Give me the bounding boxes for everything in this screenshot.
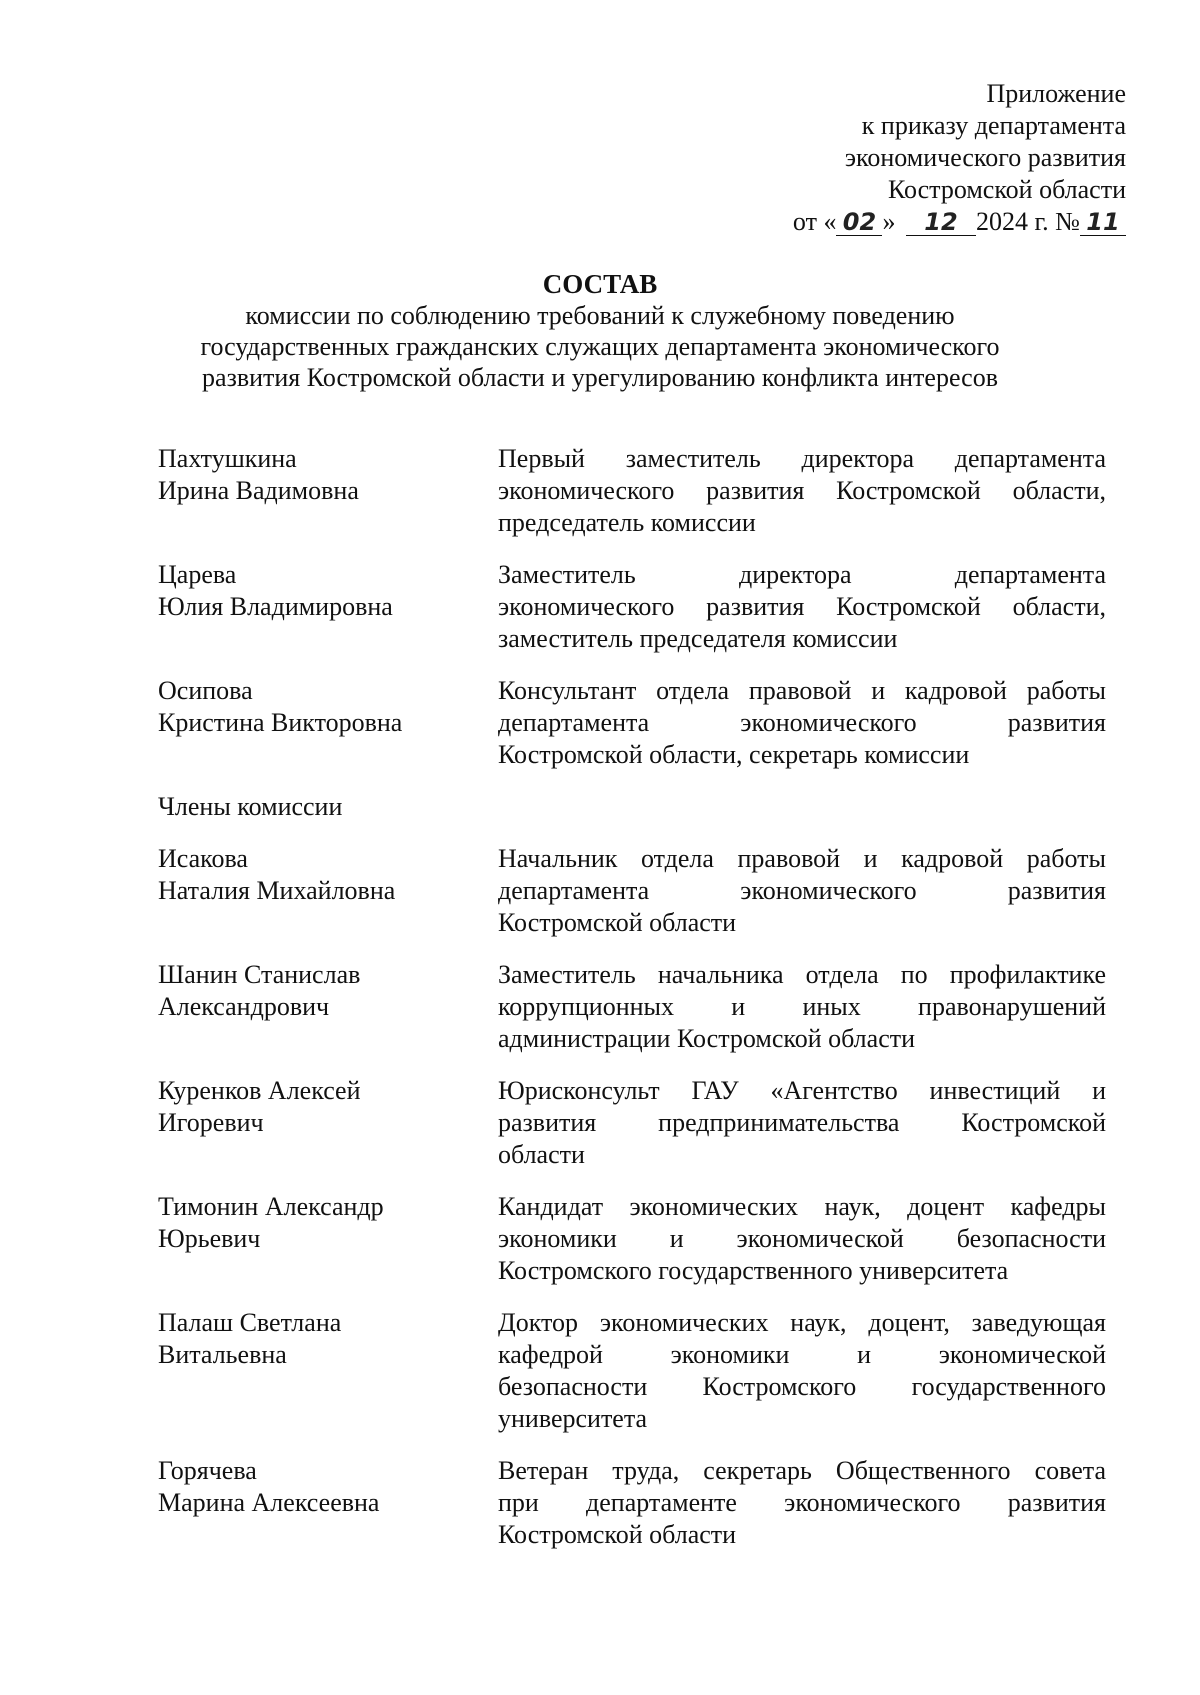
- member-name-line: Юрьевич: [158, 1224, 261, 1253]
- member-name-line: Палаш Светлана: [158, 1308, 342, 1337]
- member-role-line: председатель комиссии: [498, 508, 756, 537]
- member-name: [158, 1075, 498, 1171]
- member-role-line: области: [498, 1140, 585, 1169]
- member-name-line: Шанин Станислав: [158, 960, 361, 989]
- handwritten-month: 12: [906, 209, 976, 236]
- member-role-line: Первый заместитель директора департамента: [498, 444, 1106, 473]
- member-role-line: Доктор экономических наук, доцент, заведующая: [498, 1308, 1106, 1337]
- member-name-line: Куренков Алексей: [158, 1076, 361, 1105]
- member-role-line: администрации Костромской области: [498, 1024, 916, 1053]
- subtitle-line: государственных гражданских служащих департамента экономического: [200, 332, 1000, 361]
- subtitle-line: комиссии по соблюдению требований к служебному поведению: [245, 301, 955, 330]
- member-role-line: при департаменте экономического развития: [498, 1488, 1106, 1517]
- handwritten-day: 02: [836, 209, 882, 236]
- member-name-line: Витальевна: [158, 1340, 287, 1369]
- member-row: [158, 1455, 1108, 1551]
- member-role-line: Заместитель директора департамента: [498, 560, 1106, 589]
- member-name-line: Осипова: [158, 676, 253, 705]
- member-name-line: Царева: [158, 560, 237, 589]
- member-role-line: кафедрой экономики и экономической: [498, 1340, 1106, 1369]
- member-role: [498, 1191, 1106, 1287]
- member-role: [498, 1307, 1106, 1435]
- member-role-line: Заместитель начальника отдела по профилактике: [498, 960, 1106, 989]
- commission-list: [158, 443, 1108, 1551]
- document-title: СОСТАВ: [542, 269, 658, 299]
- subtitle-line: развития Костромской области и урегулированию конфликта интересов: [202, 363, 998, 392]
- member-name: [158, 1191, 498, 1287]
- member-role: [498, 675, 1106, 771]
- member-role-line: департамента экономического развития: [498, 876, 1106, 905]
- members-label: Члены комиссии: [158, 792, 343, 821]
- member-role-line: экономического развития Костромской области,: [498, 592, 1106, 621]
- handwritten-number: 11: [1080, 209, 1126, 236]
- member-row: [158, 559, 1108, 655]
- member-role-line: экономики и экономической безопасности: [498, 1224, 1106, 1253]
- member-name: [158, 959, 498, 1055]
- member-name-line: Тимонин Александр: [158, 1192, 384, 1221]
- member-role-line: развития предпринимательства Костромской: [498, 1108, 1106, 1137]
- appendix-line: экономического развития: [844, 143, 1126, 172]
- member-name: [158, 1455, 498, 1551]
- date-mid: »: [882, 207, 896, 236]
- member-row: [158, 1191, 1108, 1287]
- member-row: [158, 443, 1108, 539]
- member-name: [158, 559, 498, 655]
- member-name-line: Александрович: [158, 992, 330, 1021]
- member-role-line: Ветеран труда, секретарь Общественного совета: [498, 1456, 1106, 1485]
- order-date-line: [793, 206, 1126, 238]
- date-suffix: 2024 г. №: [975, 207, 1080, 236]
- member-name-line: Марина Алексеевна: [158, 1488, 380, 1517]
- member-row: [158, 1307, 1108, 1435]
- member-name-line: Юлия Владимировна: [158, 592, 393, 621]
- member-role-line: Кандидат экономических наук, доцент кафедры: [498, 1192, 1106, 1221]
- member-name-line: Игоревич: [158, 1108, 264, 1137]
- member-name-line: Горячева: [158, 1456, 257, 1485]
- member-name-line: Кристина Викторовна: [158, 708, 403, 737]
- member-role-line: Костромского государственного университета: [498, 1256, 1009, 1285]
- member-role: [498, 1455, 1106, 1551]
- member-role: [498, 959, 1106, 1055]
- member-role: [498, 843, 1106, 939]
- member-name: [158, 1307, 498, 1435]
- member-name-line: Наталия Михайловна: [158, 876, 396, 905]
- member-role-line: Консультант отдела правовой и кадровой работы: [498, 676, 1106, 705]
- member-row: [158, 675, 1108, 771]
- member-role: [498, 1075, 1106, 1171]
- member-role-line: Начальник отдела правовой и кадровой работы: [498, 844, 1106, 873]
- member-role-line: Костромской области, секретарь комиссии: [498, 740, 970, 769]
- member-role-line: департамента экономического развития: [498, 708, 1106, 737]
- member-row: [158, 959, 1108, 1055]
- member-name: [158, 843, 498, 939]
- member-role-line: Юрисконсульт ГАУ «Агентство инвестиций и: [498, 1076, 1106, 1105]
- member-role-line: Костромской области: [498, 1520, 737, 1549]
- member-name-line: Ирина Вадимовна: [158, 476, 359, 505]
- member-role: [498, 443, 1106, 539]
- appendix-line: к приказу департамента: [861, 111, 1126, 140]
- member-role: [498, 559, 1106, 655]
- member-role-line: коррупционных и иных правонарушений: [498, 992, 1106, 1021]
- title-block: [150, 268, 1050, 393]
- member-name-line: Пахтушкина: [158, 444, 297, 473]
- appendix-line: Костромской области: [887, 175, 1126, 204]
- appendix-header: [793, 78, 1126, 238]
- member-role-line: заместитель председателя комиссии: [498, 624, 898, 653]
- member-name: [158, 675, 498, 771]
- appendix-line: Приложение: [986, 79, 1126, 108]
- member-role-line: безопасности Костромского государственного: [498, 1372, 1106, 1401]
- date-prefix: от «: [792, 207, 837, 236]
- member-name: [158, 443, 498, 539]
- member-row: [158, 1075, 1108, 1171]
- member-name-line: Исакова: [158, 844, 248, 873]
- member-row: [158, 843, 1108, 939]
- member-role-line: Костромской области: [498, 908, 737, 937]
- member-role-line: университета: [498, 1404, 648, 1433]
- member-role-line: экономического развития Костромской области,: [498, 476, 1106, 505]
